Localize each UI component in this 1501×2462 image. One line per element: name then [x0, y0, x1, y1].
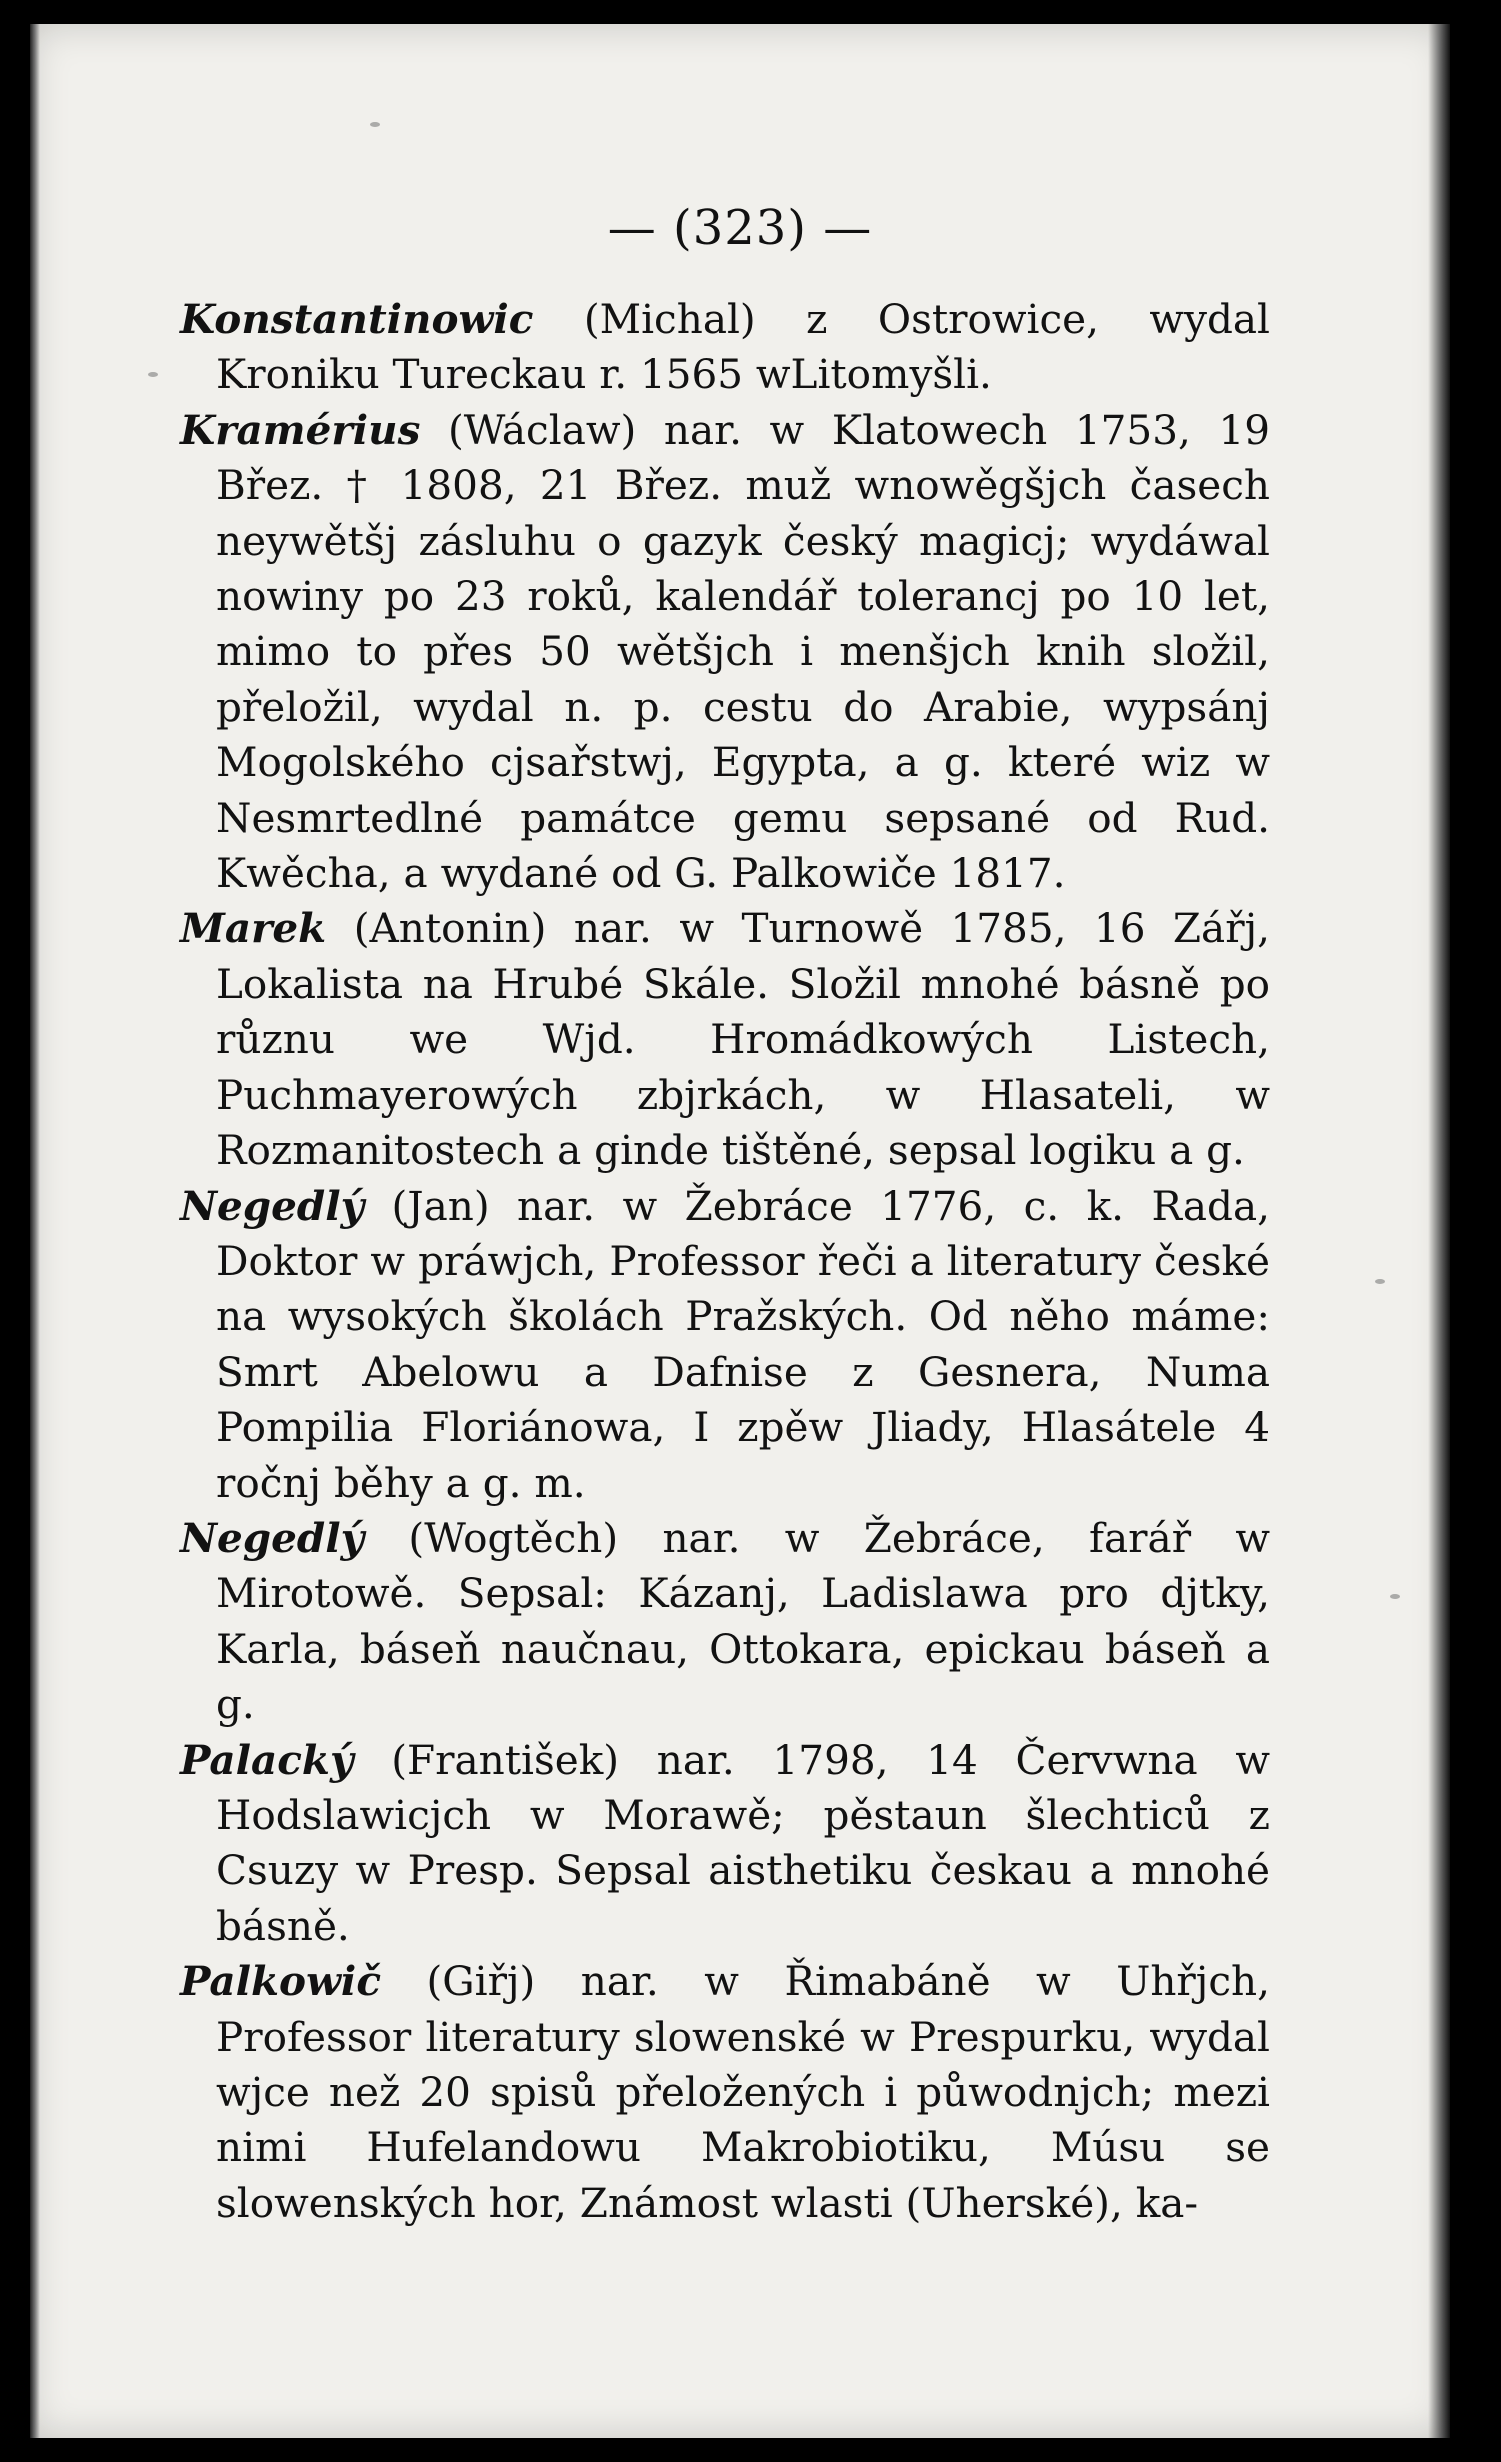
entry-name: Kramérius — [180, 405, 421, 454]
entry-name: Palacký — [180, 1735, 354, 1784]
page-left-edge — [30, 24, 40, 2438]
entry-text: (Wáclaw) nar. w Klatowech 1753, 19 Břez. † 1808, 21 Břez. muž wnowěgšjch časech neywětšj zásluhu o gazyk český magicj; wydáwal nowiny po 23 roků, kalendář tolerancj po 10 let, mimo to přes 50 wětšjch i menšjch knih složil, přeložil, wydal n. p. cestu do Arabie, wypsánj Mogolského cjsařstwj, Egypta, a g. které wiz w Nesmrtedlné památce gemu sepsané od Rud. Kwěcha, a wydané od G. Palkowiče 1817. — [216, 405, 1270, 898]
page-body — [180, 292, 1270, 2231]
book-page — [30, 24, 1450, 2438]
ink-speck — [148, 372, 158, 377]
entry-text: (Michal) z Ostrowice, wydal Kroniku Tureckau r. 1565 wLitomyšli. — [216, 295, 1270, 399]
entry-palacky — [180, 1733, 1270, 1955]
page-number-header: — (323) — — [607, 200, 873, 256]
entry-name: Konstantinowic — [180, 295, 534, 343]
entry-name: Negedlý — [180, 1513, 365, 1562]
ink-speck — [1390, 1594, 1400, 1599]
entry-name: Palkowič — [180, 1957, 381, 2006]
entry-text: (Antonin) nar. w Turnowě 1785, 16 Zářj, Lokalista na Hrubé Skále. Složil mnohé básně po různu we Wjd. Hromádkowých Listech, Puchmayerowých zbjrkách, w Hlasateli, w Rozmanitostech a ginde tištěné, sepsal logiku a g. — [216, 904, 1270, 1175]
entry-text: (František) nar. 1798, 14 Červwna w Hodslawicjch w Morawě; pěstaun šlechticů z Csuzy w Presp. Sepsal aisthetiku českau a mnohé básně. — [216, 1735, 1270, 1950]
entry-text: (Giřj) nar. w Řimabáně w Uhřjch, Professor literatury slowenské w Prespurku, wydal wjce než 20 spisů přeložených i půwodnjch; mezi nimi Hufelandowu Makrobiotiku, Músu se slowenských hor, Známost wlasti (Uherské), ka- — [216, 1957, 1270, 2227]
entry-konstantinowic — [180, 292, 1270, 403]
entry-name: Negedlý — [180, 1181, 365, 1230]
entry-marek — [180, 901, 1270, 1178]
entry-kramerius — [180, 403, 1270, 902]
ink-speck — [370, 122, 380, 127]
entry-palkowic — [180, 1954, 1270, 2231]
ink-speck — [1375, 1279, 1385, 1284]
entry-name: Marek — [180, 904, 327, 953]
entry-text: (Wogtěch) nar. w Žebráce, farář w Mirotowě. Sepsal: Kázanj, Ladislawa pro djtky, Karla, báseň naučnau, Ottokara, epickau báseň a g. — [216, 1513, 1270, 1729]
entry-text: (Jan) nar. w Žebráce 1776, c. k. Rada, Doktor w práwjch, Professor řeči a literatury české na wysokých školách Pražských. Od něho máme: Smrt Abelowu a Dafnise z Gesnera, Numa Pompilia Floriánowa, I zpěw Jliady, Hlasátele 4 ročnj běhy a g. m. — [216, 1181, 1270, 1507]
entry-negedly-wogtech — [180, 1511, 1270, 1733]
entry-negedly-jan — [180, 1179, 1270, 1511]
page-right-edge — [1428, 24, 1450, 2438]
